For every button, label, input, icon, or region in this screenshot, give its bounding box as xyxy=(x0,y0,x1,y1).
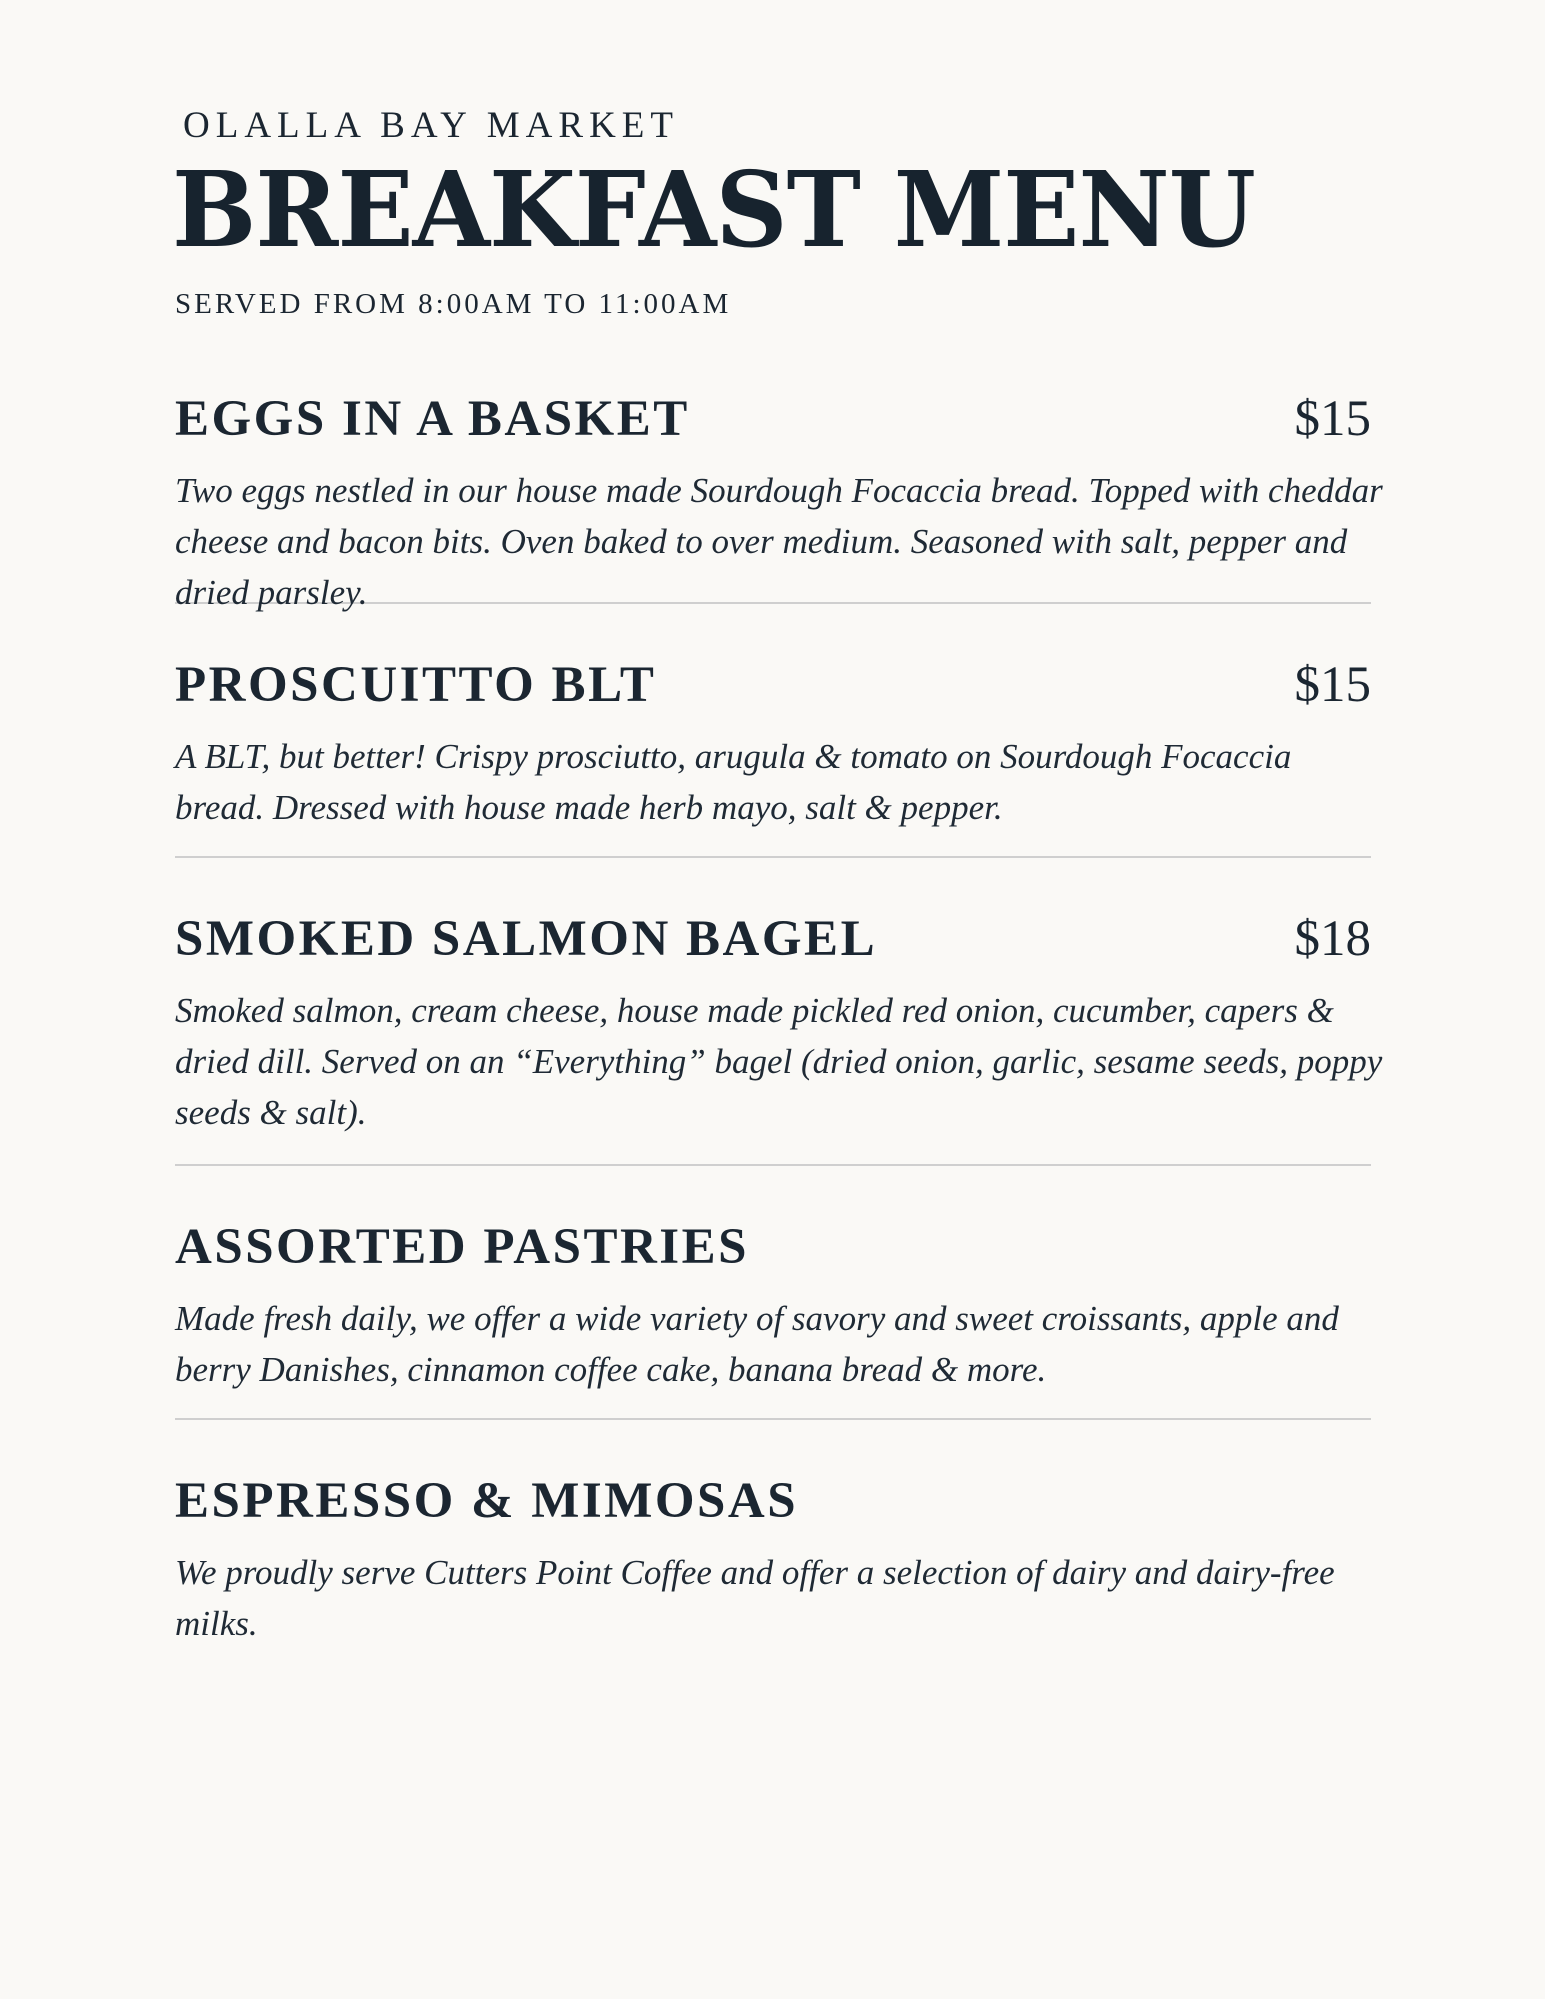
menu-item-proscuitto-blt xyxy=(175,656,1371,856)
item-price: $18 xyxy=(1294,911,1371,967)
item-price: $15 xyxy=(1294,391,1371,447)
served-hours: SERVED FROM 8:00AM TO 11:00AM xyxy=(175,288,732,320)
item-name: EGGS IN A BASKET xyxy=(175,391,690,447)
item-description: Two eggs nestled in our house made Sourdough Focaccia bread. Topped with cheddar cheese and bacon bits. Oven baked to over medium. Seasoned with salt, pepper and dried parsley. xyxy=(175,471,1383,612)
menu-item-eggs-in-a-basket xyxy=(175,390,1383,612)
item-price: $15 xyxy=(1294,657,1371,713)
page-title: BREAKFAST MENU xyxy=(172,148,1255,271)
item-name: ESPRESSO & MIMOSAS xyxy=(175,1473,799,1529)
item-description: Smoked salmon, cream cheese, house made pickled red onion, cucumber, capers & dried dill. Served on an “Everything” bagel (dried onion, garlic, sesame seeds, poppy seeds & salt). xyxy=(175,991,1383,1132)
item-description: We proudly serve Cutters Point Coffee and offer a selection of dairy and dairy-free milks. xyxy=(175,1553,1335,1643)
divider xyxy=(175,1418,1371,1420)
item-name: PROSCUITTO BLT xyxy=(175,657,657,713)
menu-item-espresso-mimosas xyxy=(175,1472,1371,1672)
menu-list xyxy=(175,390,1383,1672)
divider xyxy=(175,856,1371,858)
item-name: SMOKED SALMON BAGEL xyxy=(175,911,878,967)
item-name: ASSORTED PASTRIES xyxy=(175,1219,750,1275)
menu-item-smoked-salmon-bagel xyxy=(175,910,1383,1164)
item-description: A BLT, but better! Crispy prosciutto, arugula & tomato on Sourdough Focaccia bread. Dressed with house made herb mayo, salt & pepper. xyxy=(175,737,1292,827)
menu-item-assorted-pastries xyxy=(175,1218,1371,1418)
market-name: OLALLA BAY MARKET xyxy=(183,105,679,146)
divider xyxy=(175,1164,1371,1166)
item-description: Made fresh daily, we offer a wide variety of savory and sweet croissants, apple and berry Danishes, cinnamon coffee cake, banana bread & more. xyxy=(175,1299,1339,1389)
